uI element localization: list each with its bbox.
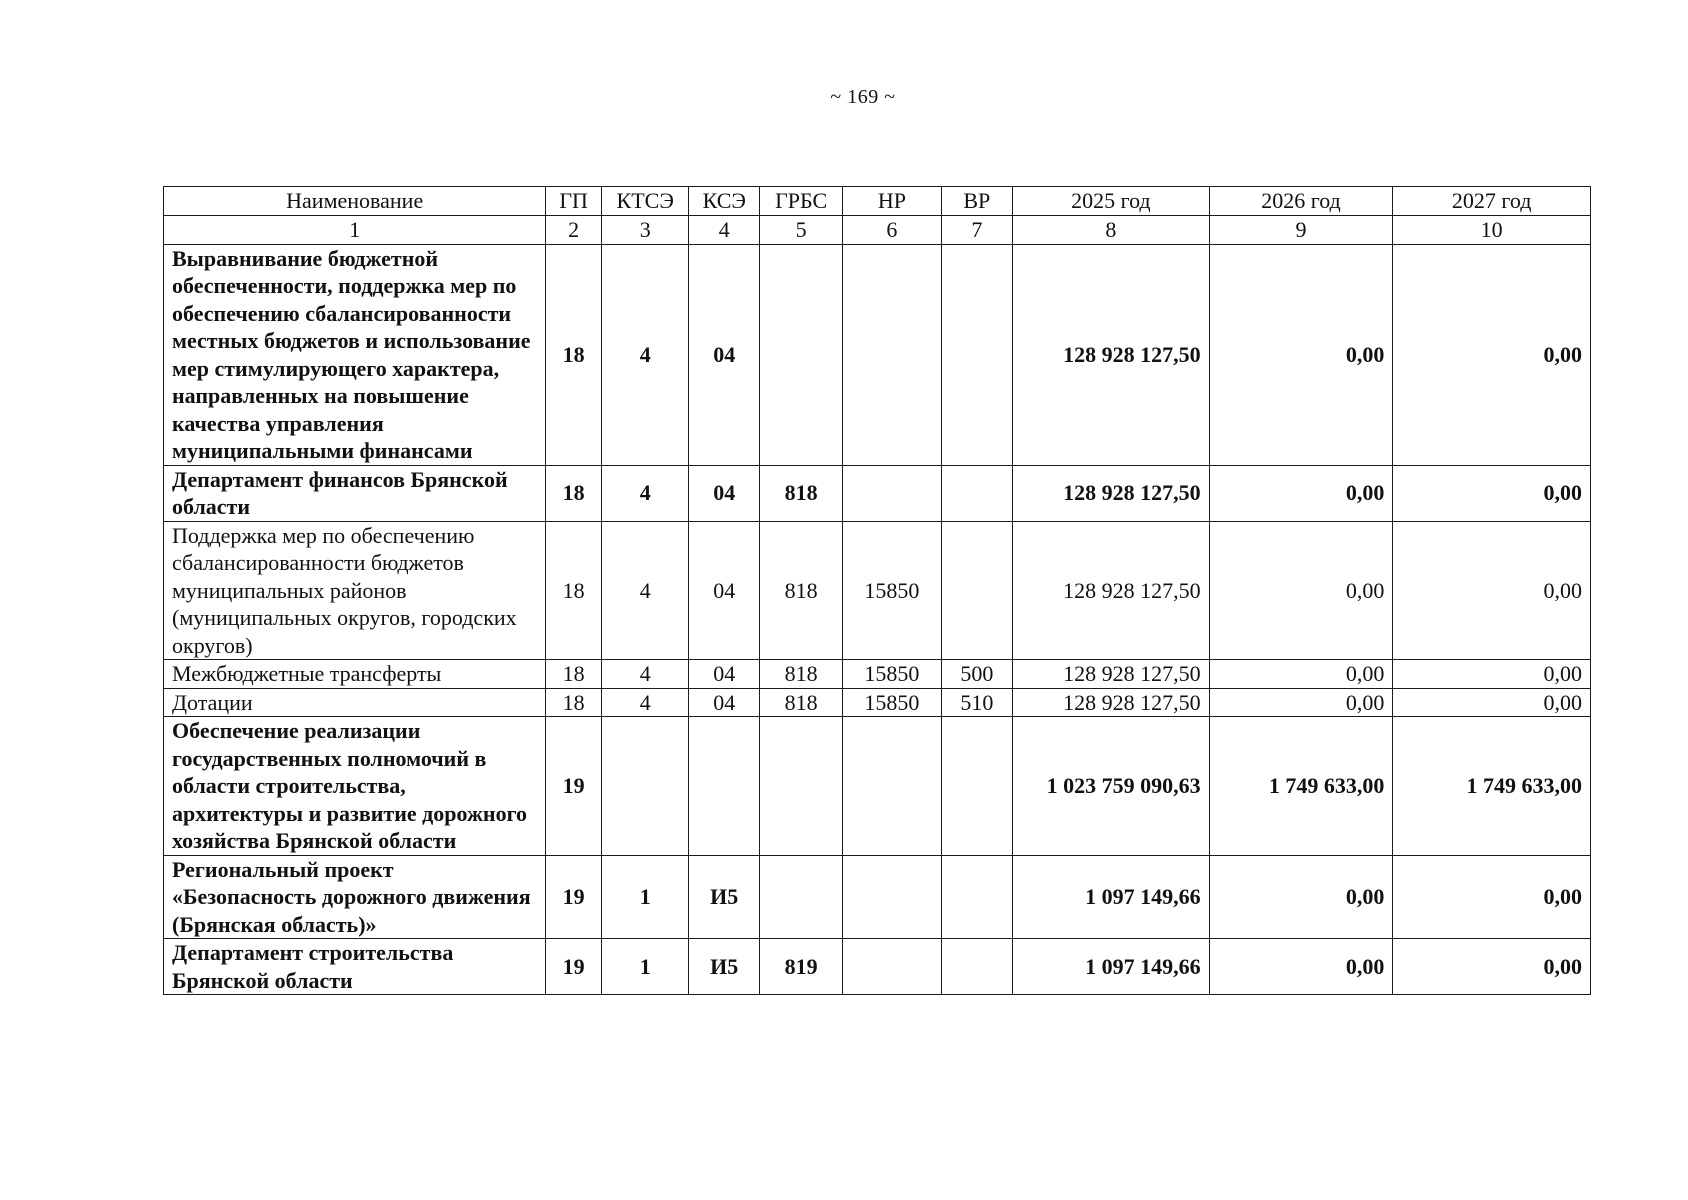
row-vr: 510 [941,688,1013,717]
row-nr [843,465,941,521]
row-ktse [601,717,689,856]
header-ktse: КТСЭ [601,187,689,216]
row-2026: 0,00 [1209,465,1393,521]
row-name: Поддержка мер по обеспечению сбалансированности бюджетов муниципальных районов (муниципальных округов, городских округов) [164,521,546,660]
header-2026: 2026 год [1209,187,1393,216]
row-kse [689,717,759,856]
row-2025: 128 928 127,50 [1013,688,1210,717]
column-number: 7 [941,216,1013,245]
row-nr: 15850 [843,688,941,717]
row-kse: 04 [689,244,759,465]
page-number: ~ 169 ~ [830,86,896,108]
row-vr [941,465,1013,521]
header-grbs: ГРБС [759,187,842,216]
row-2027: 0,00 [1393,521,1591,660]
row-gp: 18 [546,465,602,521]
header-2025: 2025 год [1013,187,1210,216]
table-row [164,465,1591,521]
row-vr [941,244,1013,465]
row-name: Обеспечение реализации государственных полномочий в области строительства, архитектуры и развитие дорожного хозяйства Брянской области [164,717,546,856]
table-row [164,855,1591,939]
row-grbs [759,244,842,465]
row-2025: 128 928 127,50 [1013,244,1210,465]
row-nr [843,939,941,995]
budget-table [163,186,1591,995]
header-2027: 2027 год [1393,187,1591,216]
row-vr [941,717,1013,856]
row-2027: 0,00 [1393,660,1591,689]
column-number: 5 [759,216,842,245]
row-grbs: 818 [759,521,842,660]
row-grbs [759,855,842,939]
row-2027: 0,00 [1393,939,1591,995]
row-grbs: 818 [759,660,842,689]
row-gp: 18 [546,521,602,660]
row-2025: 128 928 127,50 [1013,521,1210,660]
table-row [164,244,1591,465]
row-2027: 0,00 [1393,465,1591,521]
column-number: 6 [843,216,941,245]
row-kse: 04 [689,465,759,521]
row-name: Выравнивание бюджетной обеспеченности, поддержка мер по обеспечению сбалансированности местных бюджетов и использование мер стимулирующего характера, направленных на повышение качества управления муниципальными финансами [164,244,546,465]
column-number: 1 [164,216,546,245]
row-ktse: 4 [601,660,689,689]
row-name: Региональный проект «Безопасность дорожного движения (Брянская область)» [164,855,546,939]
header-nr: НР [843,187,941,216]
row-name: Межбюджетные трансферты [164,660,546,689]
header-kse: КСЭ [689,187,759,216]
table-row [164,521,1591,660]
row-ktse: 1 [601,855,689,939]
table-row [164,688,1591,717]
row-2026: 0,00 [1209,855,1393,939]
row-kse: 04 [689,660,759,689]
row-2027: 0,00 [1393,855,1591,939]
row-nr [843,855,941,939]
row-kse: И5 [689,939,759,995]
row-2025: 1 097 149,66 [1013,939,1210,995]
row-2025: 1 023 759 090,63 [1013,717,1210,856]
row-grbs [759,717,842,856]
row-kse: И5 [689,855,759,939]
row-grbs: 819 [759,939,842,995]
row-vr [941,521,1013,660]
row-gp: 19 [546,717,602,856]
row-2027: 0,00 [1393,688,1591,717]
row-gp: 18 [546,244,602,465]
table-row [164,717,1591,856]
row-2027: 1 749 633,00 [1393,717,1591,856]
row-2026: 0,00 [1209,688,1393,717]
row-2026: 0,00 [1209,244,1393,465]
row-2026: 0,00 [1209,660,1393,689]
row-2025: 128 928 127,50 [1013,660,1210,689]
row-ktse: 4 [601,244,689,465]
column-number: 10 [1393,216,1591,245]
header-gp: ГП [546,187,602,216]
table-row [164,660,1591,689]
row-vr [941,855,1013,939]
header-name: Наименование [164,187,546,216]
column-number: 2 [546,216,602,245]
row-2027: 0,00 [1393,244,1591,465]
row-2026: 0,00 [1209,939,1393,995]
table-row [164,939,1591,995]
row-nr: 15850 [843,660,941,689]
row-ktse: 4 [601,521,689,660]
row-2026: 1 749 633,00 [1209,717,1393,856]
row-2025: 1 097 149,66 [1013,855,1210,939]
column-number-row [164,216,1591,245]
row-nr: 15850 [843,521,941,660]
column-number: 4 [689,216,759,245]
row-kse: 04 [689,688,759,717]
row-gp: 19 [546,855,602,939]
column-number: 9 [1209,216,1393,245]
row-ktse: 4 [601,688,689,717]
row-nr [843,717,941,856]
row-vr: 500 [941,660,1013,689]
row-vr [941,939,1013,995]
row-ktse: 1 [601,939,689,995]
column-number: 3 [601,216,689,245]
header-vr: ВР [941,187,1013,216]
column-number: 8 [1013,216,1210,245]
row-name: Департамент финансов Брянской области [164,465,546,521]
row-gp: 18 [546,660,602,689]
row-2026: 0,00 [1209,521,1393,660]
row-kse: 04 [689,521,759,660]
row-grbs: 818 [759,688,842,717]
header-row [164,187,1591,216]
row-name: Дотации [164,688,546,717]
row-grbs: 818 [759,465,842,521]
row-2025: 128 928 127,50 [1013,465,1210,521]
row-ktse: 4 [601,465,689,521]
row-gp: 18 [546,688,602,717]
row-name: Департамент строительства Брянской области [164,939,546,995]
row-nr [843,244,941,465]
row-gp: 19 [546,939,602,995]
